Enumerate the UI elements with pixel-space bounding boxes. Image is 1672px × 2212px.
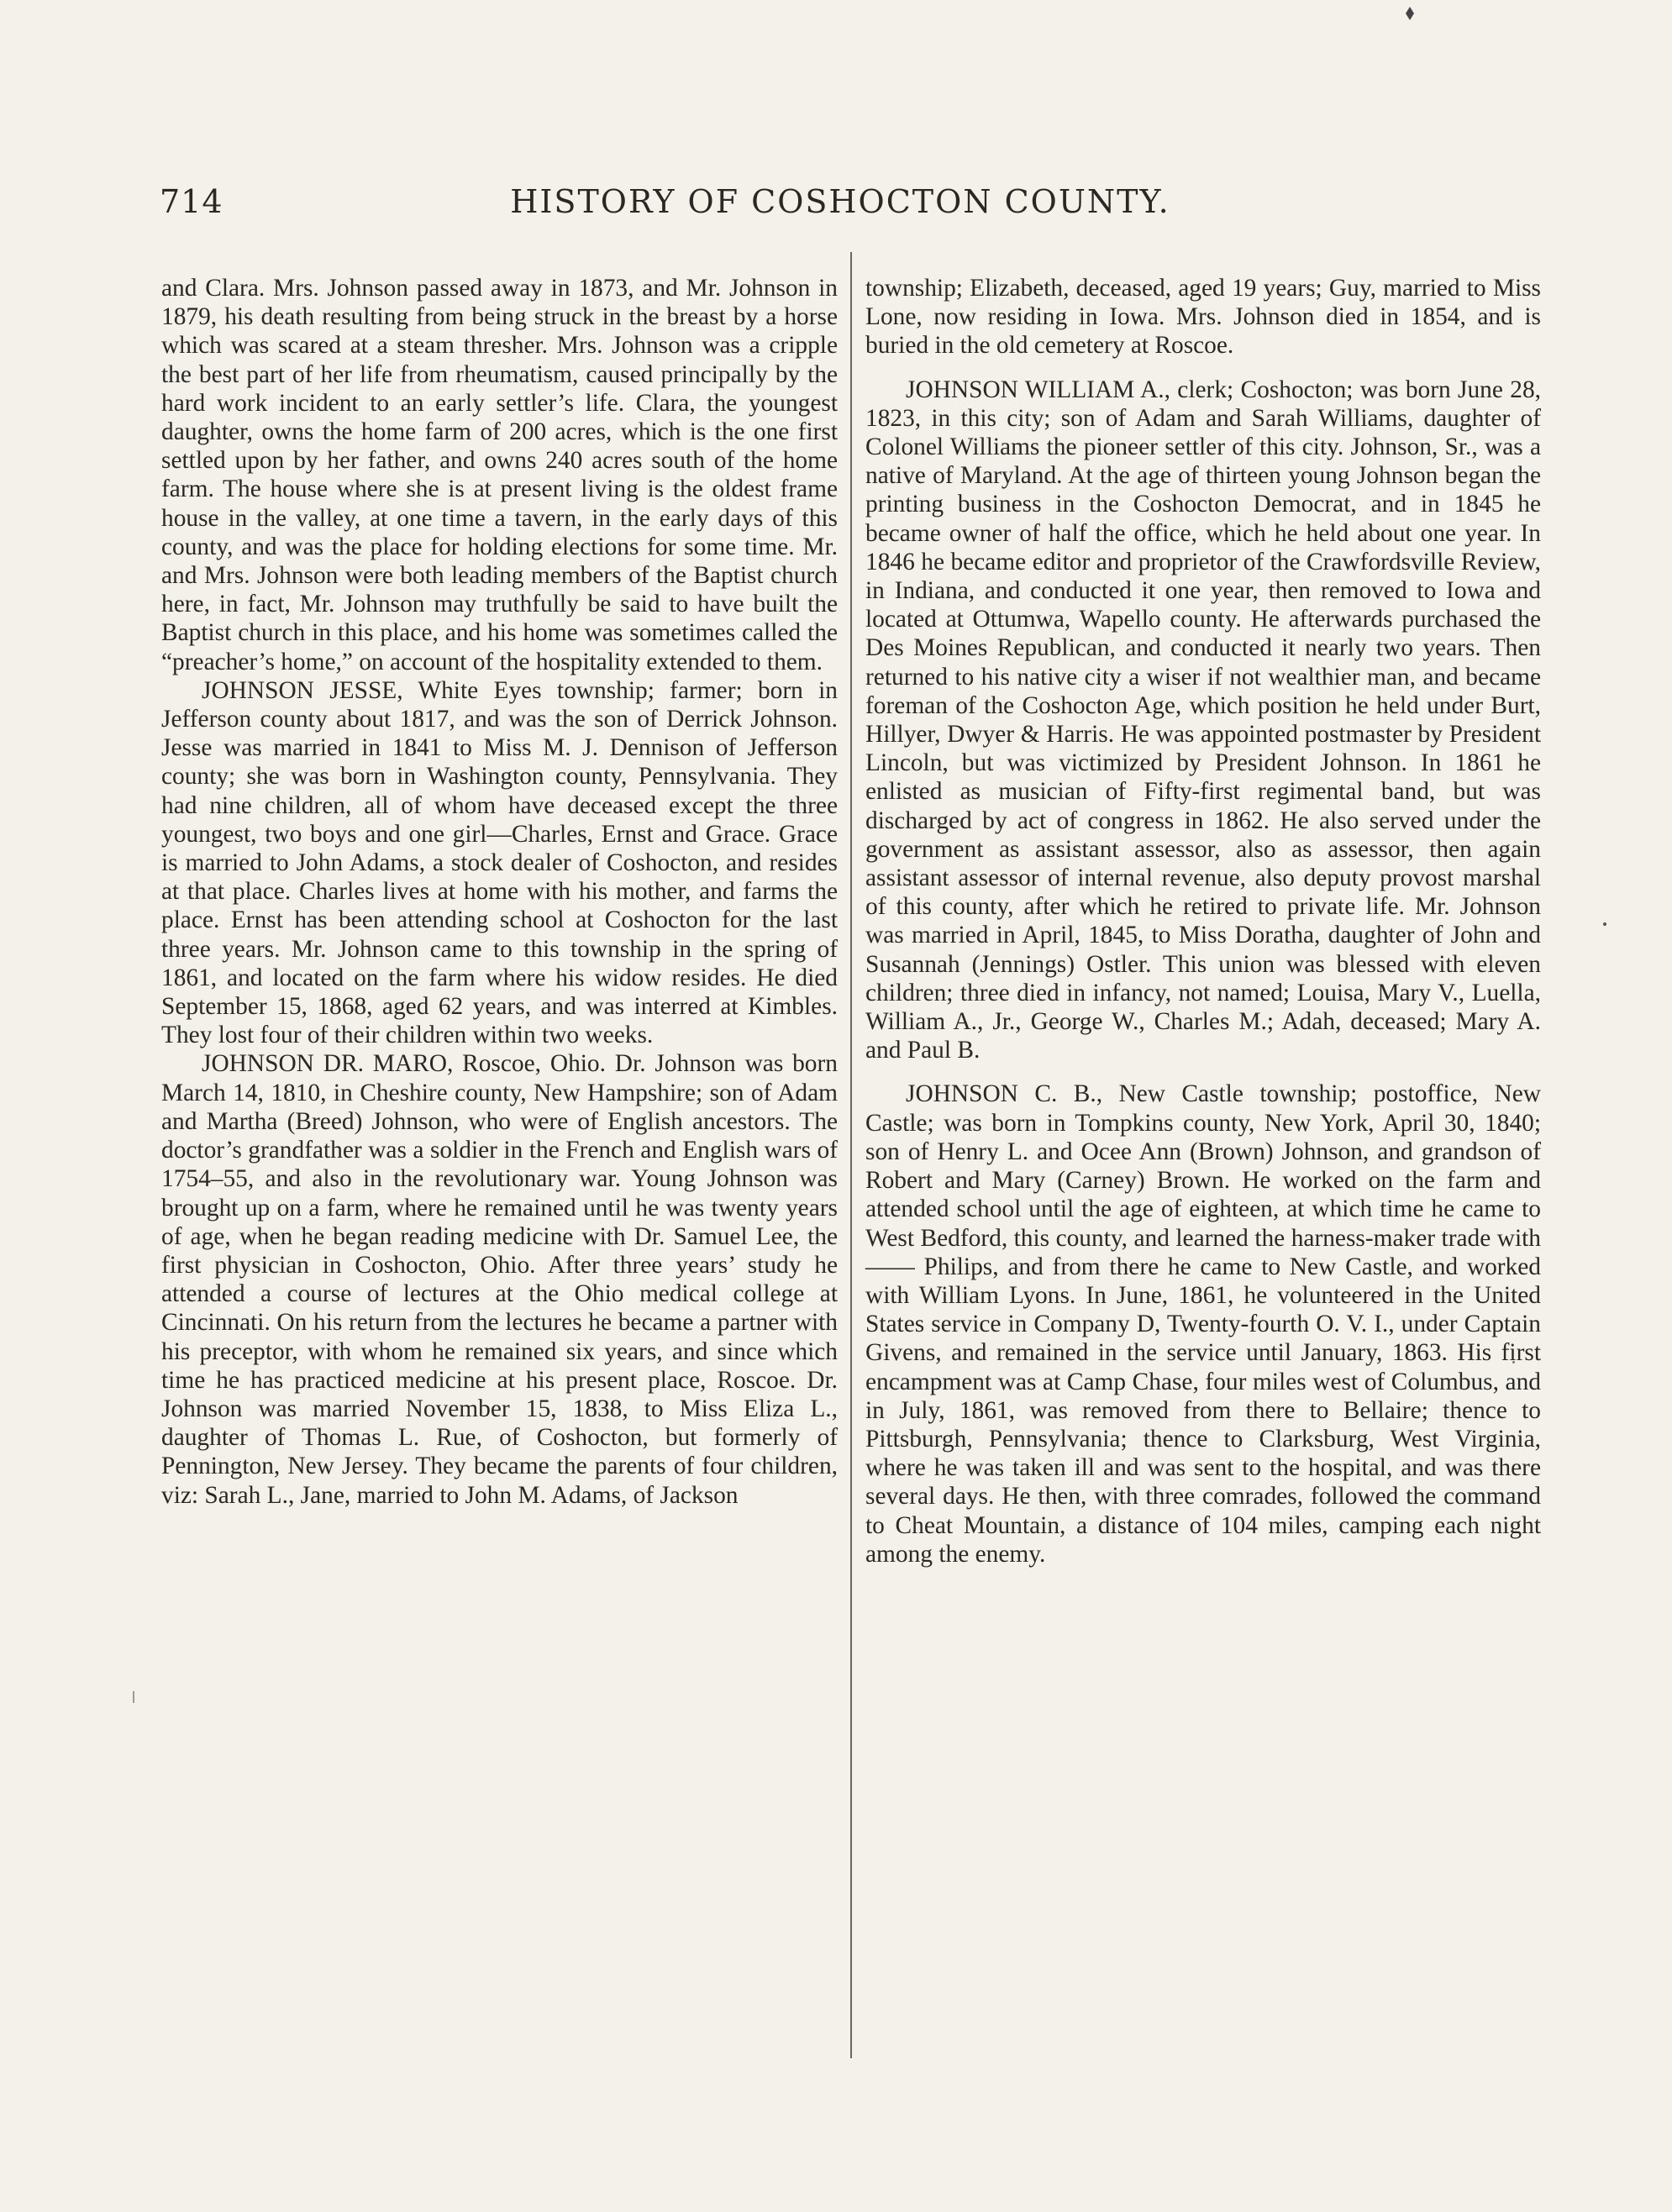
right-column bbox=[865, 274, 1541, 1568]
left-column bbox=[161, 274, 838, 1510]
page-number: 714 bbox=[160, 183, 223, 220]
running-title: HISTORY OF COSHOCTON COUNTY. bbox=[510, 183, 1170, 220]
paragraph-continuation: township; Elizabeth, deceased, aged 19 years; Guy, married to Miss Lone, now residing in Iowa. Mrs. Johnson died in 1854, and is buried in the old cemetery at Roscoe. bbox=[865, 275, 1541, 360]
page-header bbox=[160, 183, 1521, 234]
ink-speck bbox=[1603, 922, 1606, 926]
entry-johnson-william: JOHNSON WILLIAM A., clerk; Coshocton; was born June 28, 1823, in this city; son of Adam and Sarah Williams, daughter of Colonel Williams the pioneer settler of this city. Johnson, Sr., was a native of Maryland. At the age of thirteen young Johnson began the printing business in the Coshocton Democrat, and in 1845 he became owner of half the office, which he held about one year. In 1846 he became editor and proprietor of the Crawfordsville Review, in Indiana, and conducted it one year, then removed to Iowa and located at Ottumwa, Wapello county. He afterwards purchased the Des Moines Republican, and conducted it nearly two years. Then returned to his native city a wiser if not wealthier man, and became foreman of the Coshocton Age, which position he held under Burt, Hillyer, Dwyer & Harris. He was appointed postmaster by President Lincoln, but was victimized by President Johnson. In 1861 he enlisted as musician of Fifty-first regimental band, but was discharged by act of congress in 1862. He also served under the government as assistant assessor, also as assessor, then again assistant assessor of internal revenue, also deputy provost marshal of this county, after which he retired to private life. Mr. Johnson was married in April, 1845, to Miss Doratha, daughter of John and Susannah (Jennings) Ostler. This union was blessed with eleven children; three died in infancy, not named; Louisa, Mary V., Luella, William A., Jr., George W., Charles M.; Adah, deceased; Mary A. and Paul B. bbox=[865, 376, 1541, 1064]
column-divider bbox=[850, 252, 852, 2058]
entry-johnson-cb: JOHNSON C. B., New Castle township; postoffice, New Castle; was born in Tompkins county, New York, April 30, 1840; son of Henry L. and Ocee Ann (Brown) Johnson, and grandson of Robert and Mary (Carney) Brown. He worked on the farm and attended school until the age of eighteen, at which time he came to West Bedford, this county, and learned the harness-maker trade with —— Philips, and from there he came to New Castle, and worked with William Lyons. In June, 1861, he volunteered in the United States service in Company D, Twenty-fourth O. V. I., under Captain Givens, and remained in the service until January, 1863. His first encampment was at Camp Chase, four miles west of Columbus, and in July, 1861, was removed from there to Bellaire; thence to Pittsburgh, Pennsylvania; thence to Clarksburg, West Virginia, where he was taken ill and was sent to the hospital, and was there several days. He then, with three comrades, followed the command to Cheat Mountain, a distance of 104 miles, camping each night among the enemy. bbox=[865, 1080, 1541, 1568]
entry-johnson-maro: JOHNSON DR. MARO, Roscoe, Ohio. Dr. Johnson was born March 14, 1810, in Cheshire county, New Hampshire; son of Adam and Martha (Breed) Johnson, who were of English ancestors. The doctor’s grandfather was a soldier in the French and English wars of 1754–55, and also in the revolutionary war. Young Johnson was brought up on a farm, where he remained until he was twenty years of age, when he began reading medicine with Dr. Samuel Lee, the first physician in Coshocton, Ohio. After three years’ study he attended a course of lectures at the Ohio medical college at Cincinnati. On his return from the lectures he became a partner with his preceptor, with whom he remained six years, and since which time he has practiced medicine at his present place, Roscoe. Dr. Johnson was married November 15, 1838, to Miss Eliza L., daughter of Thomas L. Rue, of Coshocton, but formerly of Pennington, New Jersey. They became the parents of four children, viz: Sarah L., Jane, married to John M. Adams, of Jackson bbox=[161, 1050, 838, 1509]
paragraph-continuation: and Clara. Mrs. Johnson passed away in 1873, and Mr. Johnson in 1879, his death resulting from being struck in the breast by a horse which was scared at a steam thresher. Mrs. Johnson was a cripple the best part of her life from rheumatism, caused principally by the hard work incident to an early settler’s life. Clara, the youngest daughter, owns the home farm of 200 acres, which is the one first settled upon by her father, and owns 240 acres south of the home farm. The house where she is at present living is the oldest frame house in the valley, at one time a tavern, in the early days of this county, and was the place for holding elections for some time. Mr. and Mrs. Johnson were both leading members of the Baptist church here, in fact, Mr. Johnson may truthfully be said to have built the Baptist church in this place, and his home was sometimes called the “preacher’s home,” on account of the hospitality extended to them. bbox=[161, 275, 838, 675]
ink-speck bbox=[133, 1691, 134, 1703]
entry-johnson-jesse: JOHNSON JESSE, White Eyes township; farmer; born in Jefferson county about 1817, and was the son of Derrick Johnson. Jesse was married in 1841 to Miss M. J. Dennison of Jefferson county; she was born in Washington county, Pennsylvania. They had nine children, all of whom have deceased except the three youngest, two boys and one girl—Charles, Ernst and Grace. Grace is married to John Adams, a stock dealer of Coshocton, and resides at that place. Charles lives at home with his mother, and farms the place. Ernst has been attending school at Coshocton for the last three years. Mr. Johnson came to this township in the spring of 1861, and located on the farm where his widow resides. He died September 15, 1868, aged 62 years, and was interred at Kimbles. They lost four of their children within two weeks. bbox=[161, 676, 838, 1049]
ink-speck bbox=[1405, 7, 1415, 20]
